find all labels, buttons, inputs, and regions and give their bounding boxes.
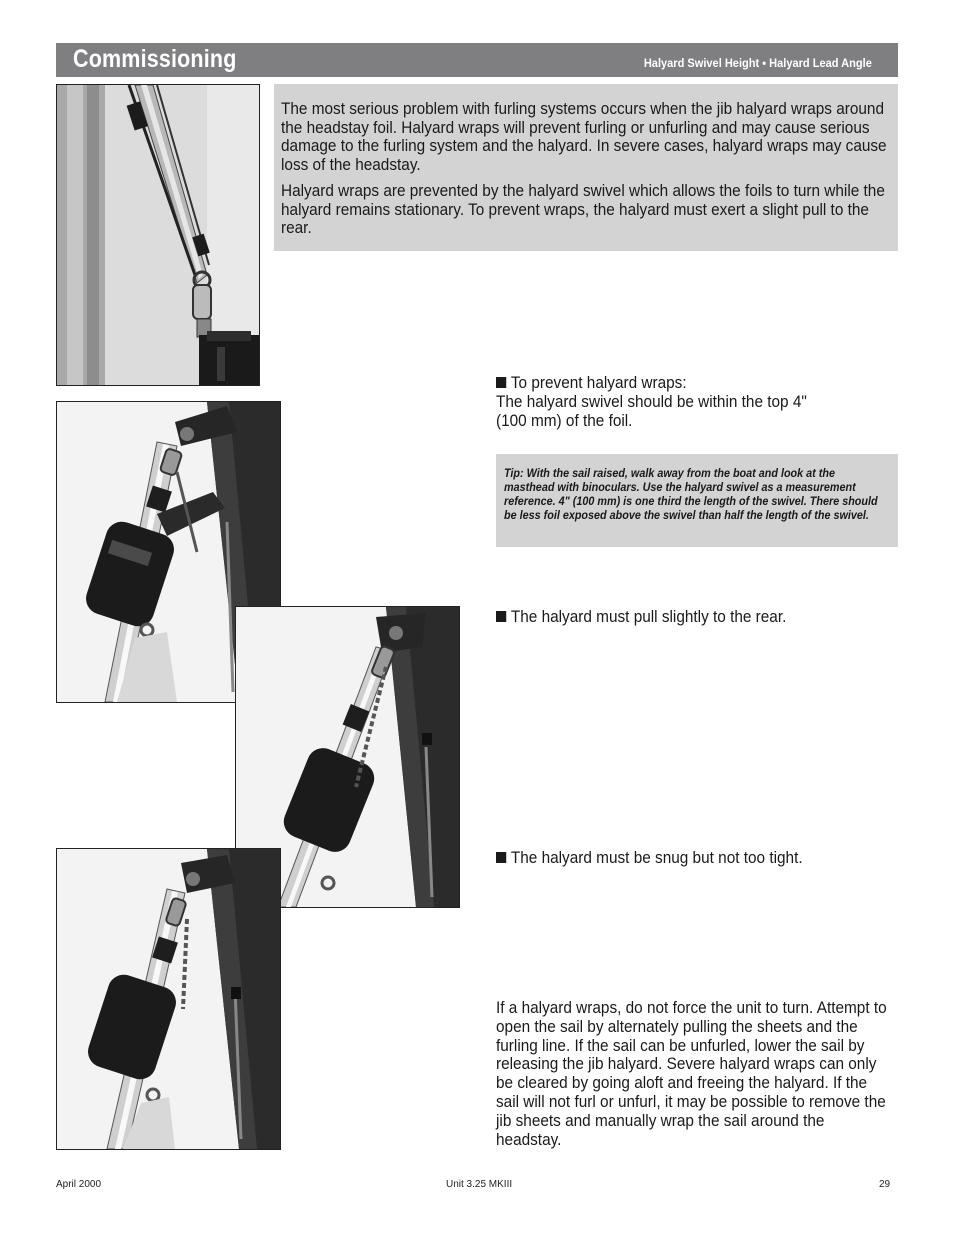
footer-date: April 2000 <box>56 1179 102 1190</box>
bullet-tension-text: The halyard must be snug but not too tight. <box>510 849 803 867</box>
section-subtitle: Halyard Swivel Height • Halyard Lead Angle <box>643 56 872 70</box>
intro-paragraph-2: Halyard wraps are prevented by the halyard swivel which allows the foils to turn while the halyard remains stationary. To prevent wraps, the halyard must exert a slight pull to the rear. <box>281 182 885 238</box>
photo-halyard-swivel-closeup <box>56 84 260 386</box>
bullet-lead-angle-text: The halyard must pull slightly to the rear. <box>510 608 787 626</box>
bullet-swivel-height-body: The halyard swivel should be within the top 4" (100 mm) of the foil. <box>496 393 807 430</box>
footer-unit: Unit 3.25 MKIII <box>446 1179 513 1190</box>
section-header <box>56 43 898 77</box>
wrap-recovery-paragraph: If a halyard wraps, do not force the unit to turn. Attempt to open the sail by alternately pulling the sheets and the furling line. If the sail can be unfurled, lower the sail by releasing the jib halyard. Severe halyard wraps can only be cleared by going aloft and freeing the halyard. If the sail will not furl or unfurl, it may be possible to remove the jib sheets and manually wrap the sail around the headstay. <box>496 999 887 1149</box>
tip-text: Tip: With the sail raised, walk away from the boat and look at the masthead with binoculars. Use the halyard swivel as a measurement reference. 4" (100 mm) is one third the length of the swivel. There should be less foil exposed above the swivel than half the length of the swivel. <box>504 466 878 522</box>
section-title: Commissioning <box>73 45 237 73</box>
bullet-lead-angle <box>496 608 812 627</box>
bullet-tension <box>496 849 812 868</box>
intro-paragraph-1: The most serious problem with furling systems occurs when the jib halyard wraps around the headstay foil. Halyard wraps will prevent furling or unfurling and may cause serious damage to the furling system and the halyard. In severe cases, halyard wraps may cause loss of the headstay. <box>281 100 887 174</box>
bullet-square-icon <box>496 377 506 388</box>
bullet-square-icon <box>496 852 506 863</box>
bullet-square-icon <box>496 611 506 622</box>
photo-halyard-tension <box>56 848 281 1150</box>
bullet-swivel-height-lead: To prevent halyard wraps: <box>510 374 687 392</box>
footer-page-number: 29 <box>879 1179 891 1190</box>
bullet-swivel-height <box>496 374 812 431</box>
intro-box <box>274 84 898 251</box>
tip-box <box>496 454 898 547</box>
